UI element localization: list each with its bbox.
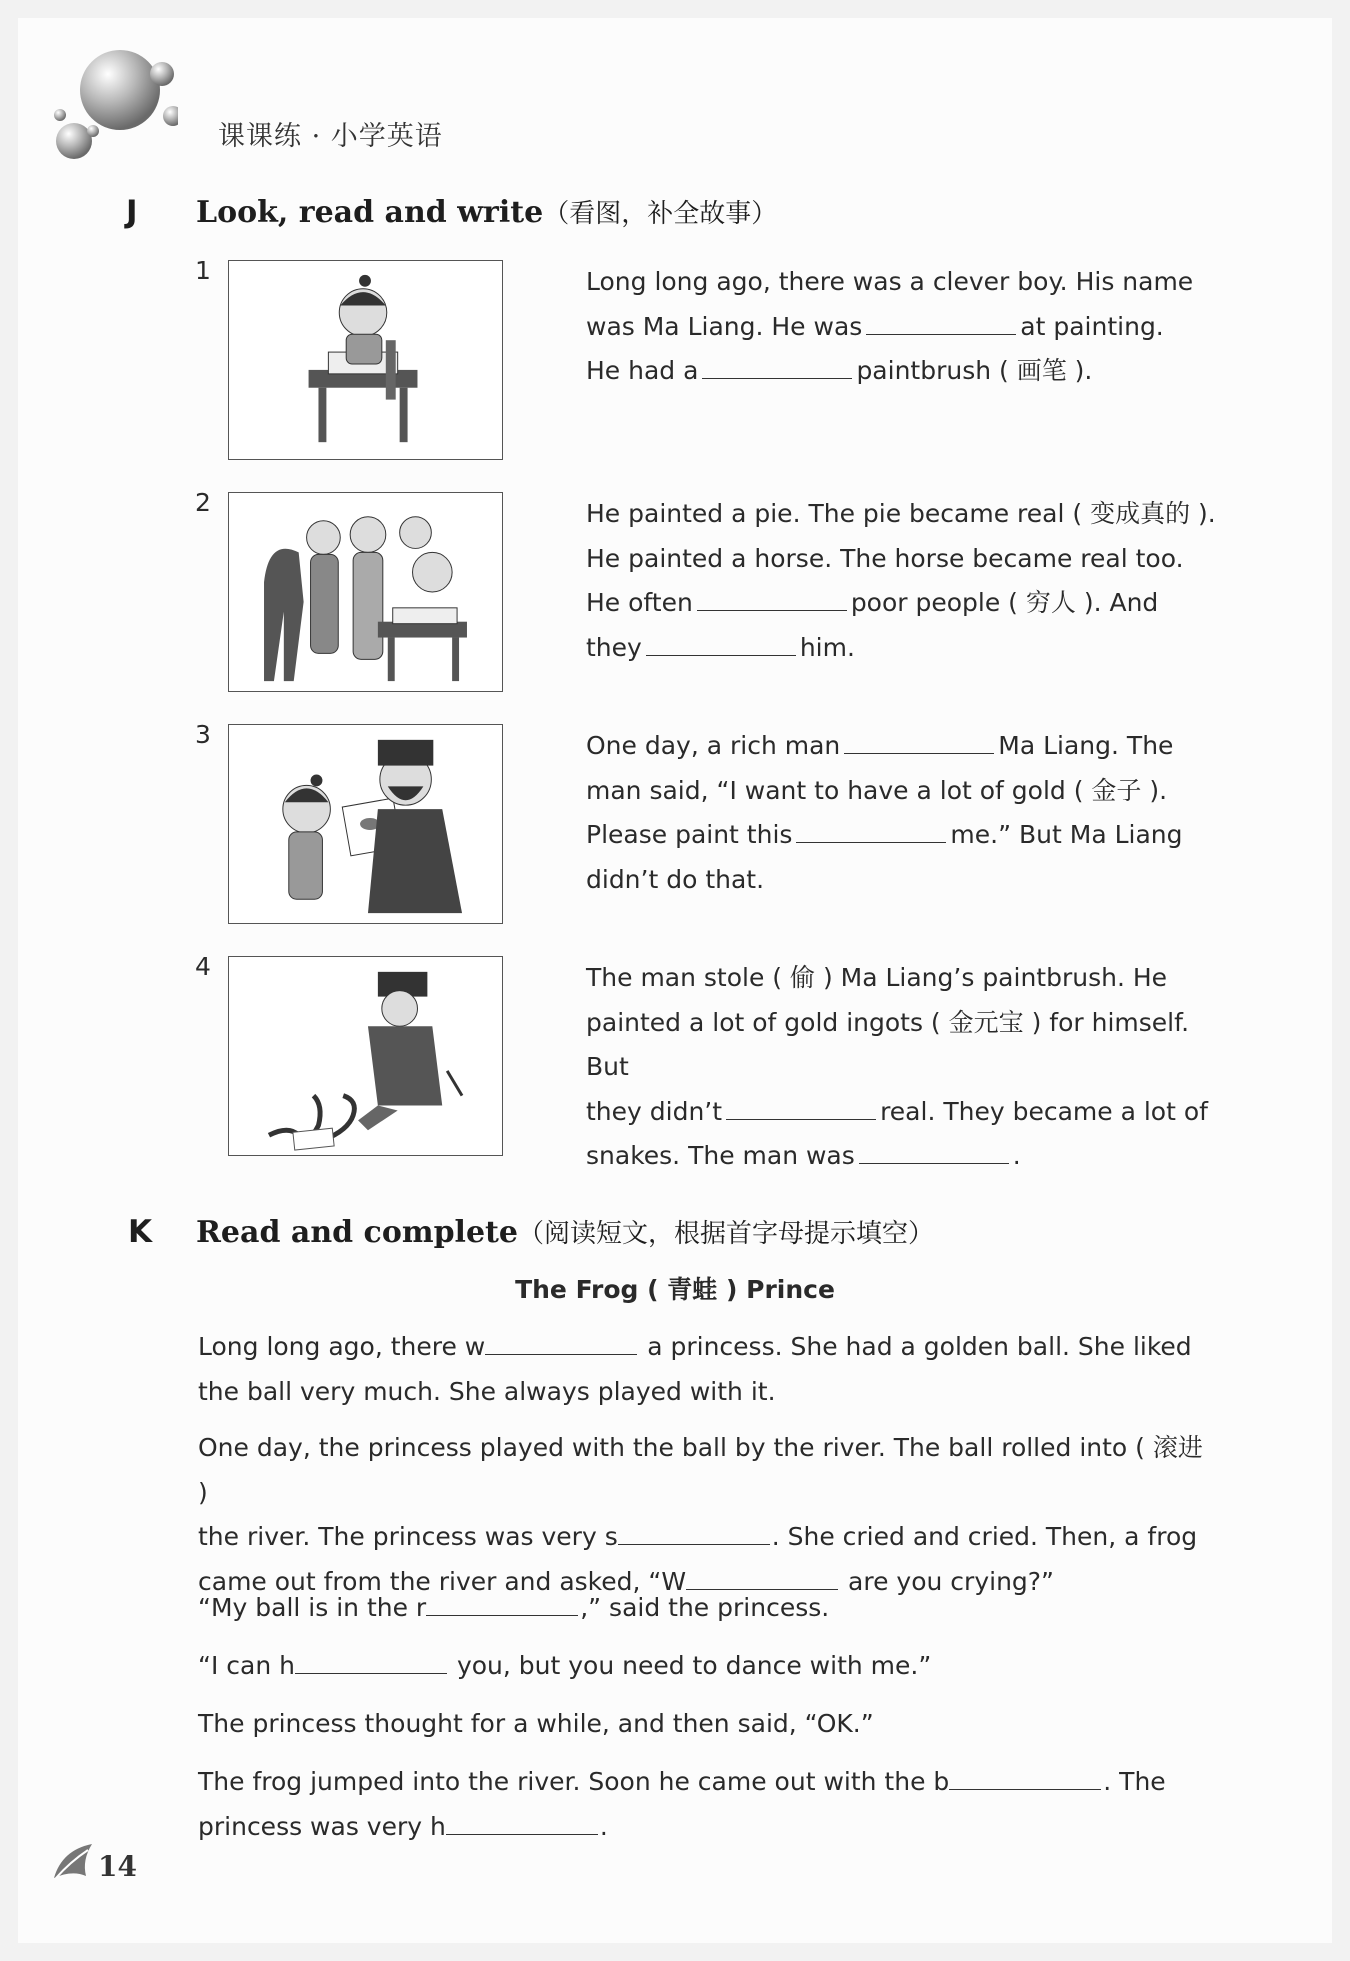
text-segment: “I can h: [198, 1651, 295, 1680]
story-line: [586, 349, 1226, 394]
story-text-4: [586, 956, 1226, 1179]
section-j-title-en: Look, read and write: [196, 195, 544, 230]
text-segment: . She cried and cried. Then, a frog: [771, 1522, 1198, 1551]
text-segment: real. They became a lot of: [880, 1096, 1208, 1126]
text-segment: He had a: [586, 356, 699, 385]
paragraph: [198, 1644, 1208, 1689]
illustration-horse-and-people: [228, 492, 503, 692]
story-line: He painted a pie. The pie became real ( 变成真的 ).: [586, 499, 1216, 528]
text-segment: a princess. She had a golden ball. She liked: [647, 1332, 1192, 1361]
workbook-page: [18, 18, 1332, 1943]
text-segment: One day, a rich man: [586, 731, 841, 760]
text-segment: ,” said the princess.: [580, 1593, 830, 1622]
answer-blank[interactable]: [949, 1767, 1101, 1790]
story-line: The princess thought for a while, and then said, “OK.”: [198, 1709, 874, 1738]
story-line: [198, 1805, 1208, 1850]
illustration-rich-man-and-boy: [228, 724, 503, 924]
text-segment: you, but you need to dance with me.”: [456, 1651, 932, 1680]
section-j-title-zh: （看图，补全故事）: [543, 199, 778, 229]
text-segment: poor people ( 穷人 ). And: [850, 588, 1159, 617]
story-line: man said, “I want to have a lot of gold ( 金子 ).: [586, 775, 1168, 805]
text-segment: they didn’t: [586, 1096, 723, 1126]
paragraph: [198, 1586, 1208, 1631]
text-segment: “My ball is in the r: [198, 1593, 427, 1622]
story-line: [198, 1644, 1208, 1689]
text-segment: me.” But Ma Liang: [950, 820, 1183, 849]
paragraph: [198, 1325, 1208, 1414]
text-segment: Long long ago, there w: [198, 1332, 486, 1361]
section-k-title: [196, 1213, 934, 1250]
text-segment: at painting.: [1020, 311, 1164, 341]
answer-blank[interactable]: [446, 1812, 598, 1835]
question-number: 3: [195, 720, 211, 749]
text-segment: .: [599, 1811, 608, 1841]
answer-blank[interactable]: [866, 312, 1016, 335]
text-segment: came out from the river and asked, “W: [198, 1566, 687, 1596]
text-segment: Please paint this: [586, 820, 793, 849]
paragraph: [198, 1760, 1208, 1849]
story-line: One day, the princess played with the ball by the river. The ball rolled into ( 滚进 ): [198, 1433, 1203, 1507]
story-line: [198, 1586, 1208, 1631]
story-line: Long long ago, there was a clever boy. His name: [586, 267, 1194, 296]
story-line: [198, 1760, 1208, 1805]
story-line: [198, 1325, 1208, 1370]
text-segment: the river. The princess was very s: [198, 1522, 618, 1551]
answer-blank[interactable]: [726, 1097, 876, 1120]
story-line: [586, 724, 1226, 769]
answer-blank[interactable]: [702, 356, 852, 379]
story-text-1: [586, 260, 1226, 394]
book-title: 课课练 · 小学英语: [218, 121, 443, 152]
illustration-snakes-and-man: [228, 956, 503, 1156]
story-line: The man stole ( 偷 ) Ma Liang’s paintbrush. He: [586, 963, 1168, 992]
answer-blank[interactable]: [295, 1651, 447, 1674]
text-segment: paintbrush ( 画笔 ).: [856, 356, 1093, 385]
answer-blank[interactable]: [618, 1522, 770, 1545]
story-line: [586, 1134, 1226, 1179]
answer-blank[interactable]: [697, 588, 847, 611]
text-segment: Ma Liang. The: [998, 731, 1174, 760]
section-k-title-zh: （阅读短文，根据首字母提示填空）: [517, 1219, 934, 1249]
text-segment: they: [586, 632, 642, 662]
story-line: painted a lot of gold ingots ( 金元宝 ) for himself. But: [586, 1007, 1190, 1081]
section-k-title-en: Read and complete: [196, 1215, 518, 1250]
bubbles-logo-icon: [38, 38, 178, 168]
answer-blank[interactable]: [796, 820, 946, 843]
story-line: [586, 626, 1226, 671]
leaf-icon: [52, 1840, 98, 1882]
question-number: 2: [195, 488, 211, 517]
story-line: didn’t do that.: [586, 864, 765, 894]
text-segment: . The: [1103, 1767, 1166, 1796]
story-line: [198, 1515, 1208, 1560]
text-segment: princess was very h: [198, 1811, 446, 1841]
story-text-3: [586, 724, 1226, 902]
story-line: the ball very much. She always played with it.: [198, 1376, 776, 1406]
answer-blank[interactable]: [844, 731, 994, 754]
story-line: [586, 305, 1226, 350]
answer-blank[interactable]: [426, 1593, 578, 1616]
story-line: [586, 1090, 1226, 1135]
text-segment: The frog jumped into the river. Soon he came out with the b: [198, 1767, 950, 1796]
question-number: 1: [195, 256, 211, 285]
story-line: [586, 813, 1226, 858]
question-number: 4: [195, 952, 211, 981]
text-segment: He often: [586, 588, 693, 617]
section-letter-j: J: [126, 194, 138, 230]
section-j-title: [196, 193, 777, 230]
paragraph: [198, 1426, 1208, 1604]
answer-blank[interactable]: [485, 1332, 637, 1355]
illustration-boy-painting: [228, 260, 503, 460]
text-segment: .: [1012, 1141, 1021, 1170]
story-line: [586, 581, 1226, 626]
text-segment: snakes. The man was: [586, 1141, 855, 1170]
story-text-2: [586, 492, 1226, 670]
paragraph: [198, 1702, 1208, 1747]
answer-blank[interactable]: [646, 633, 796, 656]
text-segment: was Ma Liang. He was: [586, 311, 863, 341]
answer-blank[interactable]: [859, 1141, 1009, 1164]
page-number: 14: [98, 1850, 137, 1883]
section-letter-k: K: [128, 1214, 153, 1250]
story-line: He painted a horse. The horse became real too.: [586, 543, 1184, 573]
text-segment: him.: [799, 632, 855, 662]
text-segment: are you crying?”: [848, 1566, 1055, 1596]
story-title: The Frog ( 青蛙 ) Prince: [515, 1275, 835, 1304]
